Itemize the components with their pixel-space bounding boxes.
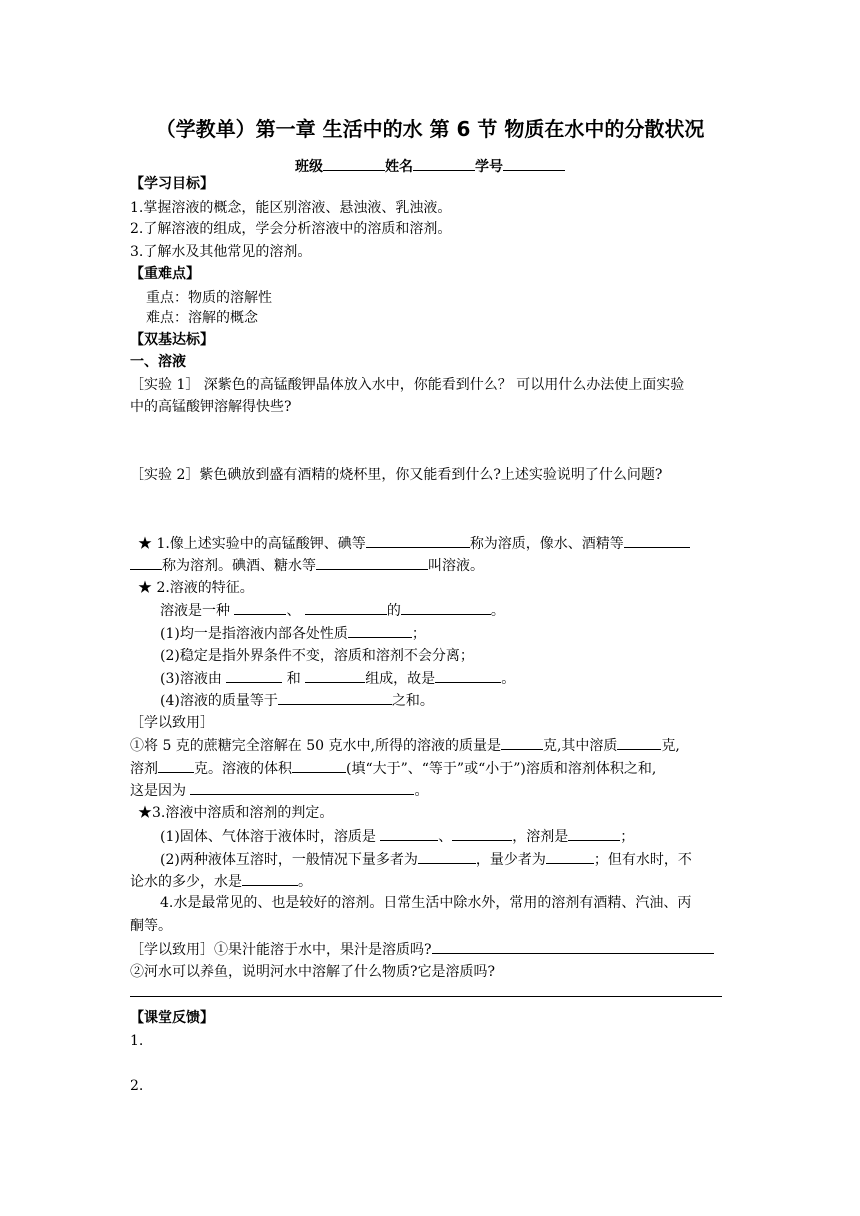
composition-blank-1[interactable] [226, 668, 282, 683]
page-title: （学教单）第一章 生活中的水 第 6 节 物质在水中的分散状况 [155, 117, 705, 141]
solid-solute-blank-1[interactable] [380, 826, 438, 841]
composition-text-a: (3)溶液由 [160, 671, 227, 687]
solute-mass-blank[interactable] [617, 735, 661, 750]
less-liquid-blank[interactable] [546, 849, 594, 864]
name-blank[interactable] [413, 156, 475, 171]
mass-end: 之和。 [391, 693, 434, 709]
solvent-mass-blank[interactable] [158, 758, 194, 773]
q3-text-d: ； [620, 829, 635, 845]
solution-definition [160, 600, 760, 621]
section-solution-heading: 一、溶液 [130, 354, 186, 370]
name-label: 姓名 [385, 159, 413, 175]
feature-uniform [160, 623, 760, 644]
juice-answer-blank[interactable] [432, 939, 714, 954]
apply-1-text-c: 克, [661, 738, 680, 754]
uniform-end: ； [411, 626, 426, 642]
apply-1-text-a: ①将 5 克的蔗糖完全溶解在 50 克水中,所得的溶液的质量是 [130, 738, 501, 754]
q3-text-f: ，量少者为 [475, 852, 546, 868]
apply-1-text-g: 这是因为 [130, 783, 191, 799]
apply-1-text-e: 克。溶液的体积 [194, 761, 292, 777]
composition-text-d: 。 [501, 671, 516, 687]
goal-item-3: 3.了解水及其他常见的溶剂。 [130, 244, 312, 260]
uniform-blank[interactable] [348, 623, 412, 638]
water-role-blank[interactable] [242, 871, 298, 886]
question-3-part-2-cont [130, 871, 730, 892]
solvent-liquid-blank[interactable] [568, 826, 620, 841]
feature-stable: (2)稳定是指外界条件不变，溶质和溶剂不会分离； [160, 648, 474, 664]
q3-text-i: 。 [298, 874, 312, 890]
apply-1-heading: ［学以致用］ [130, 715, 214, 731]
feature-composition [160, 668, 760, 689]
composition-blank-2[interactable] [305, 668, 365, 683]
q3-text-e: (2)两种液体互溶时，一般情况下量多者为 [160, 852, 418, 868]
feature-blank-2[interactable] [305, 600, 387, 615]
definition-text-c: 的 [386, 603, 401, 619]
solvent-blank-cont[interactable] [130, 555, 162, 570]
q3-text-g: ；但有水时，不 [593, 852, 692, 868]
apply-1-line-1 [130, 735, 730, 756]
solution-blank[interactable] [316, 555, 428, 570]
solvent-blank[interactable] [624, 533, 690, 548]
question-1-text-c: 称为溶剂。碘酒、糖水等 [162, 558, 316, 574]
apply-2-line-1 [130, 939, 730, 960]
mass-blank[interactable] [278, 690, 392, 705]
number-blank[interactable] [503, 156, 565, 171]
q3-text-b: 、 [438, 829, 453, 845]
question-3-heading: ★3.溶液中溶质和溶剂的判定。 [138, 805, 334, 821]
key-points-heading: 【重难点】 [130, 266, 200, 282]
experiment-1-line-2: 中的高锰酸钾溶解得快些? [130, 399, 292, 415]
definition-text-b: 、 [286, 603, 305, 619]
reason-blank[interactable] [190, 780, 414, 795]
key-difficulty: 难点：溶解的概念 [146, 310, 258, 326]
goals-heading: 【学习目标】 [130, 176, 214, 192]
apply-2-text: ［学以致用］①果汁能溶于水中，果汁是溶质吗? [130, 942, 432, 958]
apply-1-line-3 [130, 780, 730, 801]
solution-mass-blank[interactable] [501, 735, 543, 750]
experiment-1-line-1: ［实验 1］ 深紫色的高锰酸钾晶体放入水中，你能看到什么？ 可以用什么办法使上面实验 [130, 377, 685, 393]
apply-1-line-2 [130, 758, 730, 779]
apply-2-line-2: ②河水可以养鱼，说明河水中溶解了什么物质?它是溶质吗? [130, 964, 496, 980]
question-1-line-1 [138, 533, 738, 554]
answer-rule[interactable] [130, 996, 722, 997]
composition-text-b: 和 [282, 671, 306, 687]
question-4-line-2: 酮等。 [130, 918, 172, 934]
question-1-text-a: ★ 1.像上述实验中的高锰酸钾、碘等 [138, 536, 366, 552]
uniform-text: (1)均一是指溶液内部各处性质 [160, 626, 348, 642]
class-label: 班级 [295, 159, 323, 175]
question-1-text-d: 叫溶液。 [428, 558, 484, 574]
question-3-part-1 [160, 826, 760, 847]
apply-1-text-b: 克,其中溶质 [542, 738, 618, 754]
apply-1-text-f: (填“大于”、“等于”或“小于”)溶质和溶剂体积之和, [346, 761, 657, 777]
apply-1-text-d: 溶剂 [130, 761, 158, 777]
goal-item-1: 1.掌握溶液的概念，能区别溶液、悬浊液、乳浊液。 [130, 200, 452, 216]
goal-item-2: 2.了解溶液的组成，学会分析溶液中的溶质和溶剂。 [130, 221, 452, 237]
q3-text-h: 论水的多少，水是 [130, 874, 242, 890]
q3-text-c: ，溶剂是 [512, 829, 569, 845]
question-1-text-b: 称为溶质，像水、酒精等 [469, 536, 624, 552]
feedback-heading: 【课堂反馈】 [130, 1010, 214, 1026]
feature-blank-1[interactable] [234, 600, 286, 615]
number-label: 学号 [475, 159, 503, 175]
composition-text-c: 组成，故是 [365, 671, 436, 687]
feedback-item-1: 1. [130, 1033, 144, 1049]
solid-solute-blank-2[interactable] [452, 826, 512, 841]
definition-text-d: 。 [490, 603, 505, 619]
experiment-2: ［实验 2］紫色碘放到盛有酒精的烧杯里，你又能看到什么?上述实验说明了什么问题? [130, 467, 663, 483]
volume-blank[interactable] [292, 758, 346, 773]
mixture-blank[interactable] [401, 600, 491, 615]
question-4-line-1: 4.水是最常见的、也是较好的溶剂。日常生活中除水外，常用的溶剂有酒精、汽油、丙 [160, 895, 692, 911]
composition-blank-3[interactable] [435, 668, 501, 683]
class-blank[interactable] [323, 156, 385, 171]
question-2-heading: ★ 2.溶液的特征。 [138, 580, 254, 596]
feedback-item-2: 2. [130, 1078, 144, 1094]
feature-mass [160, 690, 760, 711]
q3-text-a: (1)固体、气体溶于液体时，溶质是 [160, 829, 381, 845]
solute-blank[interactable] [366, 533, 470, 548]
question-1-line-2 [130, 555, 730, 576]
more-liquid-blank[interactable] [418, 849, 476, 864]
definition-text-a: 溶液是一种 [160, 603, 235, 619]
question-3-part-2 [160, 849, 760, 870]
apply-1-text-h: 。 [414, 783, 429, 799]
mass-text: (4)溶液的质量等于 [160, 693, 278, 709]
basics-heading: 【双基达标】 [130, 332, 214, 348]
key-focus: 重点：物质的溶解性 [146, 290, 272, 306]
